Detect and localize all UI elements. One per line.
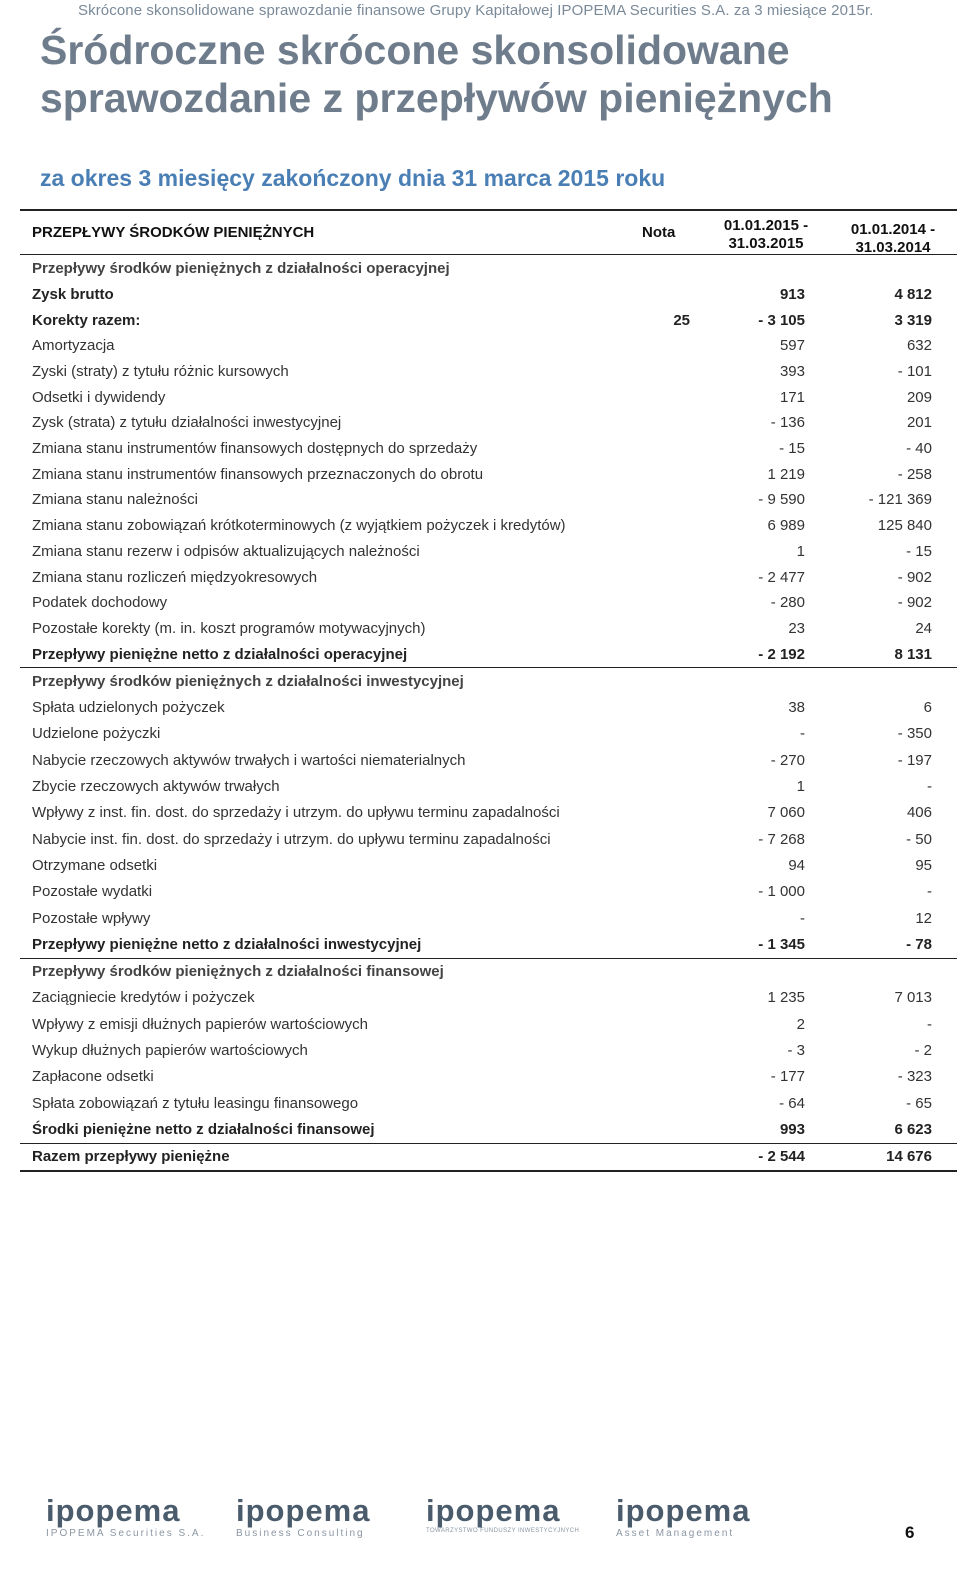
row-value-2014: - bbox=[927, 883, 932, 901]
row-label: Zmiana stanu należności bbox=[32, 491, 198, 509]
row-value-2015: 2 bbox=[796, 1015, 805, 1033]
row-label: Odsetki i dywidendy bbox=[32, 388, 166, 406]
row-label: Korekty razem: bbox=[32, 311, 141, 329]
logo-ipopema-securities bbox=[46, 1493, 206, 1539]
row-value-2014: - 121 369 bbox=[868, 491, 932, 509]
row-label: Wykup dłużnych papierów wartościowych bbox=[32, 1042, 308, 1060]
table-row bbox=[20, 852, 957, 878]
table-row bbox=[20, 1011, 957, 1037]
row-label: Zyski (straty) z tytułu różnic kursowych bbox=[32, 363, 289, 381]
logo-wordmark: ipopema bbox=[236, 1493, 371, 1528]
row-value-2015: - 64 bbox=[779, 1094, 805, 1112]
row-label: Zmiana stanu zobowiązań krótkoterminowych (z wyjątkiem pożyczek i kredytów) bbox=[32, 517, 566, 535]
row-value-2015: - bbox=[800, 725, 805, 743]
row-value-2014: - 2 bbox=[914, 1042, 932, 1060]
row-label: Zapłacone odsetki bbox=[32, 1068, 154, 1086]
period-2015-end: 31.03.2015 bbox=[728, 234, 804, 252]
row-value-2014: 209 bbox=[906, 388, 932, 406]
row-value-2014: - 40 bbox=[906, 440, 932, 458]
row-label: Zbycie rzeczowych aktywów trwałych bbox=[32, 778, 280, 796]
column-header-period-2014 bbox=[830, 209, 956, 257]
footer-logos bbox=[46, 1493, 751, 1539]
row-label: Podatek dochodowy bbox=[32, 594, 168, 612]
table-row bbox=[20, 1090, 957, 1116]
row-value-2014: - 323 bbox=[897, 1068, 932, 1086]
table-row bbox=[20, 359, 957, 385]
row-value-2015: - 7 268 bbox=[758, 830, 805, 848]
subtotal-row bbox=[20, 641, 957, 668]
table-row bbox=[20, 800, 957, 826]
row-value-2014: 201 bbox=[906, 414, 932, 432]
row-value-2015: - 2 477 bbox=[758, 568, 805, 586]
row-label: Zmiana stanu rezerw i odpisów aktualizujących należności bbox=[32, 542, 420, 560]
section-header-row bbox=[20, 255, 957, 281]
row-value-2015: 1 bbox=[796, 778, 805, 796]
row-value-2015: 7 060 bbox=[767, 804, 805, 822]
row-value-2014: 125 840 bbox=[877, 517, 932, 535]
row-nota: 25 bbox=[673, 311, 690, 329]
row-label: Zmiana stanu rozliczeń międzyokresowych bbox=[32, 568, 318, 586]
row-value-2014: 8 131 bbox=[894, 645, 932, 663]
table-body bbox=[20, 255, 957, 1172]
row-value-2014: 406 bbox=[906, 804, 932, 822]
table-row bbox=[20, 513, 957, 539]
row-value-2015: 1 219 bbox=[767, 465, 805, 483]
table-row bbox=[20, 616, 957, 642]
row-value-2014: - 15 bbox=[906, 542, 932, 560]
row-value-2015: - 136 bbox=[770, 414, 805, 432]
page-title bbox=[40, 26, 833, 122]
page-subtitle: za okres 3 miesięcy zakończony dnia 31 marca 2015 roku bbox=[40, 165, 666, 191]
row-label: Przepływy pieniężne netto z działalności inwestycyjnej bbox=[32, 935, 422, 953]
row-value-2015: - 177 bbox=[770, 1068, 805, 1086]
row-value-2015: 1 235 bbox=[767, 989, 805, 1007]
row-label: Zysk brutto bbox=[32, 285, 114, 303]
period-2014-end: 31.03.2014 bbox=[855, 238, 931, 256]
table-row bbox=[20, 590, 957, 616]
logo-ipopema-business-consulting bbox=[236, 1493, 371, 1539]
row-label: Nabycie inst. fin. dost. do sprzedaży i utrzym. do upływu terminu zapadalności bbox=[32, 830, 551, 848]
row-label: Otrzymane odsetki bbox=[32, 856, 158, 874]
table-row bbox=[20, 747, 957, 773]
table-row bbox=[20, 436, 957, 462]
table-row bbox=[20, 773, 957, 799]
table-row bbox=[20, 333, 957, 359]
table-row bbox=[20, 905, 957, 931]
column-header-label: PRZEPŁYWY ŚRODKÓW PIENIĘŻNYCH bbox=[32, 224, 315, 241]
row-label: Wpływy z emisji dłużnych papierów wartościowych bbox=[32, 1015, 368, 1033]
table-row bbox=[20, 879, 957, 905]
row-value-2015: 1 bbox=[796, 542, 805, 560]
row-value-2015: - 270 bbox=[770, 751, 805, 769]
row-label: Pozostałe korekty (m. in. koszt programów motywacyjnych) bbox=[32, 619, 426, 637]
logo-ipopema-tfi bbox=[426, 1493, 580, 1539]
logo-subtitle: Asset Management bbox=[616, 1528, 735, 1539]
row-label: Środki pieniężne netto z działalności finansowej bbox=[32, 1120, 375, 1138]
table-row bbox=[20, 564, 957, 590]
table-row bbox=[20, 1037, 957, 1063]
section-header-row bbox=[20, 959, 957, 985]
logo-subtitle: Business Consulting bbox=[236, 1528, 365, 1539]
logo-wordmark: ipopema bbox=[616, 1493, 751, 1528]
table-row bbox=[20, 539, 957, 565]
row-value-2015: - 1 345 bbox=[758, 935, 805, 953]
row-label: Zysk (strata) z tytułu działalności inwestycyjnej bbox=[32, 414, 342, 432]
row-value-2014: 3 319 bbox=[894, 311, 932, 329]
row-value-2015: - 15 bbox=[779, 440, 805, 458]
row-value-2014: 95 bbox=[915, 856, 932, 874]
table-row bbox=[20, 307, 957, 333]
row-label: Przepływy środków pieniężnych z działalności finansowej bbox=[32, 963, 444, 981]
row-value-2015: - 280 bbox=[770, 594, 805, 612]
period-2015-start: 01.01.2015 - bbox=[723, 216, 809, 234]
table-row bbox=[20, 487, 957, 513]
row-label: Razem przepływy pieniężne bbox=[32, 1148, 230, 1166]
row-value-2014: 632 bbox=[906, 337, 932, 355]
row-value-2015: 913 bbox=[779, 285, 805, 303]
row-label: Spłata zobowiązań z tytułu leasingu finansowego bbox=[32, 1094, 359, 1112]
row-value-2014: 6 bbox=[923, 699, 932, 717]
row-label: Spłata udzielonych pożyczek bbox=[32, 699, 225, 717]
subtotal-row bbox=[20, 931, 957, 958]
table-row bbox=[20, 695, 957, 721]
row-value-2014: - bbox=[927, 1015, 932, 1033]
row-value-2014: - bbox=[927, 778, 932, 796]
row-label: Zaciągniecie kredytów i pożyczek bbox=[32, 989, 255, 1007]
logo-wordmark: ipopema bbox=[426, 1493, 561, 1528]
row-value-2015: - 2 192 bbox=[758, 645, 805, 663]
row-label: Udzielone pożyczki bbox=[32, 725, 161, 743]
row-value-2014: - 65 bbox=[906, 1094, 932, 1112]
logo-subtitle: TOWARZYSTWO FUNDUSZY INWESTYCYJNYCH bbox=[426, 1528, 580, 1534]
row-value-2015: 393 bbox=[779, 363, 805, 381]
table-row bbox=[20, 384, 957, 410]
period-2014-start: 01.01.2014 - bbox=[850, 220, 936, 238]
row-value-2014: - 101 bbox=[897, 363, 932, 381]
row-value-2015: - 1 000 bbox=[758, 883, 805, 901]
row-value-2015: 993 bbox=[779, 1120, 805, 1138]
row-value-2015: - 3 bbox=[787, 1042, 805, 1060]
row-value-2014: 6 623 bbox=[894, 1120, 932, 1138]
row-value-2015: - bbox=[800, 909, 805, 927]
section-header-row bbox=[20, 668, 957, 694]
row-value-2014: 14 676 bbox=[886, 1148, 932, 1166]
row-value-2014: 24 bbox=[915, 619, 932, 637]
row-value-2014: 7 013 bbox=[894, 989, 932, 1007]
row-label: Zmiana stanu instrumentów finansowych przeznaczonych do obrotu bbox=[32, 465, 484, 483]
row-value-2014: - 902 bbox=[897, 594, 932, 612]
row-label: Amortyzacja bbox=[32, 337, 115, 355]
row-value-2015: 38 bbox=[788, 699, 805, 717]
row-value-2015: 597 bbox=[779, 337, 805, 355]
grand-total-row bbox=[20, 1143, 957, 1172]
column-header-nota: Nota bbox=[642, 224, 676, 241]
row-value-2015: 171 bbox=[779, 388, 805, 406]
table-row bbox=[20, 281, 957, 307]
running-header: Skrócone skonsolidowane sprawozdanie finansowe Grupy Kapitałowej IPOPEMA Securities S.A. za 3 miesiące 2015r. bbox=[78, 2, 874, 19]
row-label: Zmiana stanu instrumentów finansowych dostępnych do sprzedaży bbox=[32, 440, 478, 458]
row-value-2015: 23 bbox=[788, 619, 805, 637]
row-value-2014: - 350 bbox=[897, 725, 932, 743]
row-value-2015: - 3 105 bbox=[758, 311, 805, 329]
table-header-row bbox=[20, 209, 957, 255]
row-value-2014: - 78 bbox=[906, 935, 932, 953]
table-row bbox=[20, 826, 957, 852]
row-value-2014: - 50 bbox=[906, 830, 932, 848]
logo-wordmark: ipopema bbox=[46, 1493, 181, 1528]
row-value-2015: 6 989 bbox=[767, 517, 805, 535]
page-number: 6 bbox=[905, 1523, 915, 1542]
row-label: Przepływy środków pieniężnych z działalności operacyjnej bbox=[32, 259, 450, 277]
logo-ipopema-asset-management bbox=[616, 1493, 751, 1539]
row-value-2015: - 2 544 bbox=[758, 1148, 805, 1166]
table-row bbox=[20, 985, 957, 1011]
row-value-2014: - 902 bbox=[897, 568, 932, 586]
logo-subtitle: IPOPEMA Securities S.A. bbox=[46, 1528, 206, 1539]
row-value-2014: - 197 bbox=[897, 751, 932, 769]
row-label: Przepływy środków pieniężnych z działalności inwestycyjnej bbox=[32, 672, 464, 690]
row-label: Pozostałe wpływy bbox=[32, 909, 151, 927]
table-row bbox=[20, 1116, 957, 1142]
row-value-2015: 94 bbox=[788, 856, 805, 874]
row-value-2014: 4 812 bbox=[894, 285, 932, 303]
row-value-2014: 12 bbox=[915, 909, 932, 927]
page-title-line-1: Śródroczne skrócone skonsolidowane bbox=[40, 27, 790, 73]
row-label: Pozostałe wydatki bbox=[32, 883, 153, 901]
row-value-2015: - 9 590 bbox=[758, 491, 805, 509]
table-row bbox=[20, 721, 957, 747]
row-label: Przepływy pieniężne netto z działalności operacyjnej bbox=[32, 645, 408, 663]
table-row bbox=[20, 1064, 957, 1090]
row-value-2014: - 258 bbox=[897, 465, 932, 483]
row-label: Wpływy z inst. fin. dost. do sprzedaży i utrzym. do upływu terminu zapadalności bbox=[32, 804, 560, 822]
table-row bbox=[20, 461, 957, 487]
table-row bbox=[20, 410, 957, 436]
page-title-line-2: sprawozdanie z przepływów pieniężnych bbox=[40, 75, 833, 121]
cash-flow-table bbox=[20, 209, 957, 1172]
row-label: Nabycie rzeczowych aktywów trwałych i wartości niematerialnych bbox=[32, 751, 466, 769]
column-header-period-2015 bbox=[702, 213, 830, 253]
